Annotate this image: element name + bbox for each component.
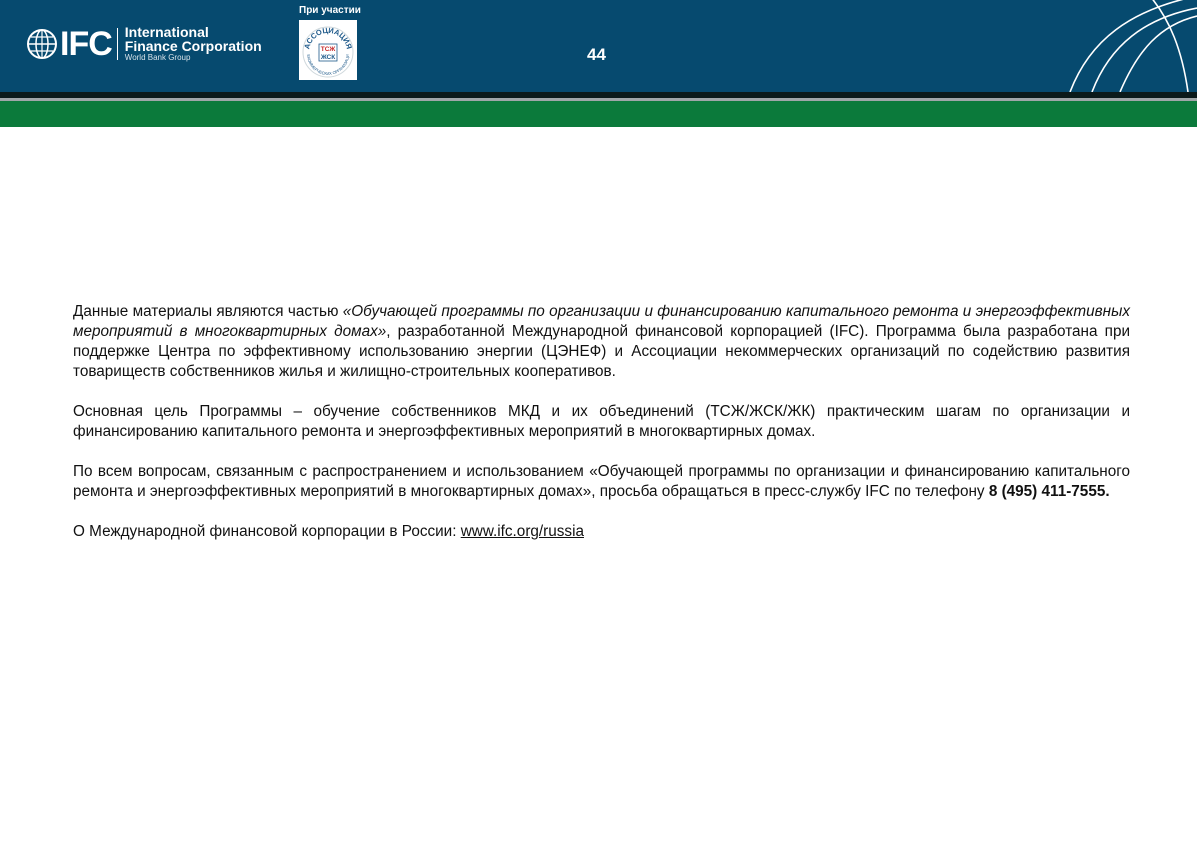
svg-text:ЖСК: ЖСК (320, 54, 336, 61)
p1-rest: , разработанной Международной финансовой корпорацией (IFC). Программа была разработана при поддержке Центра по эффективному использованию энергии (ЦЭНЕФ) и Ассоциации некоммерческих организаций по содействию развития товариществ собственников жилья и жилищно-строительных кооперативов. (73, 323, 1131, 380)
p1-lead: Данные материалы являются частью (73, 303, 343, 320)
association-logo (299, 20, 357, 80)
ifc-russia-link[interactable]: www.ifc.org/russia (460, 523, 584, 540)
logo-line-3: World Bank Group (124, 53, 191, 62)
paragraph-2: Основная цель Программы – обучение собственников МКД и их объединений (ТСЖ/ЖСК/ЖК) практическим шагам по организации и финансированию капитального ремонта и энергоэффективных мероприятий в многоквартирных домах. (73, 403, 1130, 440)
svg-text:НЕКОММЕРЧЕСКИХ ОРГАНИЗАЦИЙ: ЕКОММЕРЧЕСКИХ ОРГАНИЗАЦИ (305, 54, 351, 77)
p3-text: По всем вопросам, связанным с распространением и использованием «Обучающей программы по организации и финансированию капитального ремонта и энергоэффективных мероприятий в многоквартирных домах», просьба обращаться в пресс-службу IFC по телефону (73, 463, 1130, 500)
participation-label: При участии (299, 5, 361, 16)
page-number: 44 (587, 45, 606, 64)
ifc-mark: IFC (60, 25, 112, 63)
program-title: «Обучающей программы по организации и финансированию капитального ремонта и энергоэффективных мероприятий в многоквартирных домах» (73, 303, 1130, 340)
svg-text:ТСЖ: ТСЖ (320, 46, 336, 53)
logo-line-2: Finance Corporation (124, 38, 262, 54)
logo-text (125, 25, 262, 63)
paragraph-3 (73, 462, 1130, 502)
logo-divider (117, 28, 118, 60)
ifc-logo (26, 26, 262, 62)
page-header (0, 0, 1197, 92)
globe-icon (26, 28, 58, 60)
paragraph-1 (73, 302, 1130, 382)
logo-line-1: International (124, 24, 209, 40)
svg-text:АССОЦИАЦИЯ: АССОЦИАЦИЯ (302, 25, 354, 51)
p4-text: О Международной финансовой корпорации в России: (73, 523, 461, 540)
paragraph-4 (73, 522, 1130, 542)
header-green-band (0, 101, 1197, 127)
decorative-arcs-icon (1050, 0, 1197, 92)
content-body (73, 302, 1130, 562)
association-emblem-icon (299, 20, 357, 80)
phone-number: 8 (495) 411-7555. (988, 483, 1110, 500)
